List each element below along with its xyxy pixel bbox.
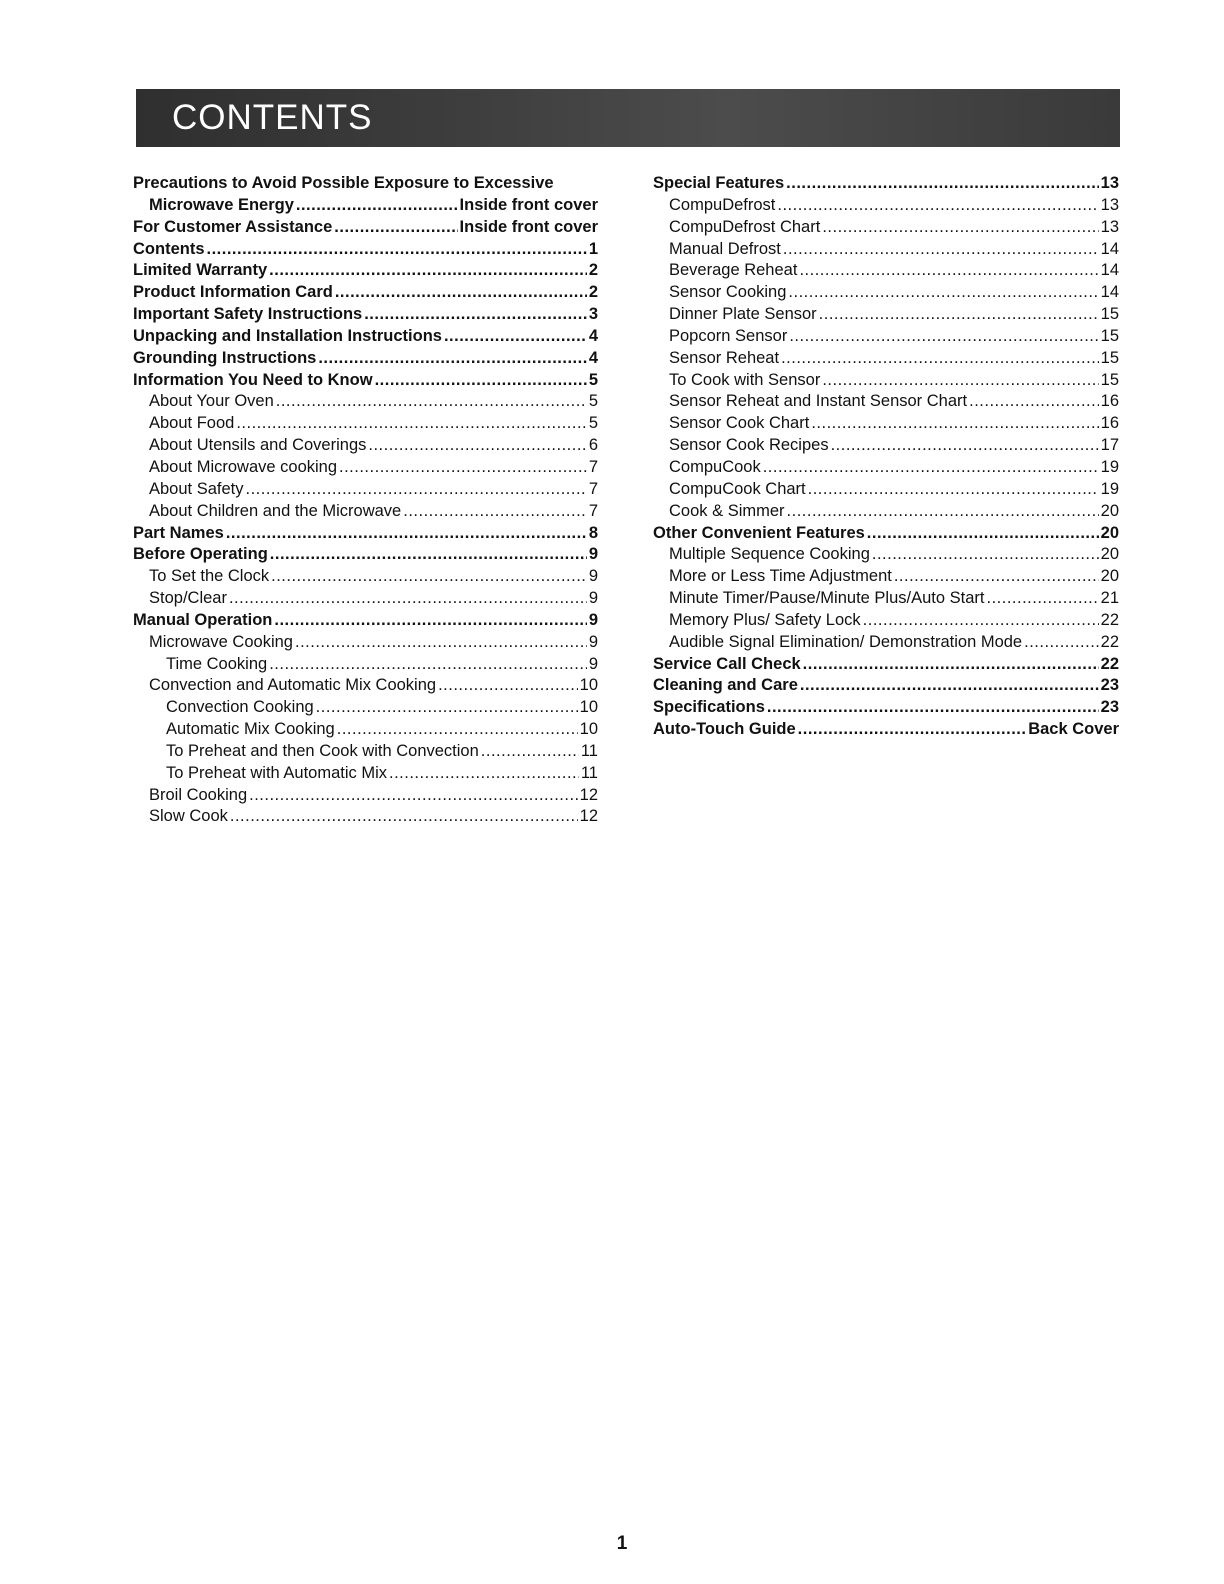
page-title: CONTENTS <box>172 98 373 137</box>
toc-entry-title: Sensor Reheat <box>669 348 780 367</box>
toc-entry <box>133 785 598 807</box>
dot-leader <box>236 413 587 435</box>
toc-entry-page: 15 <box>1100 305 1119 324</box>
dot-leader <box>249 785 578 807</box>
toc-entry <box>133 370 598 392</box>
toc-entry-page: 16 <box>1100 392 1119 411</box>
dot-leader <box>986 588 1098 610</box>
toc-entry-page: 22 <box>1100 654 1119 673</box>
dot-leader <box>777 195 1098 217</box>
toc-entry <box>133 217 598 239</box>
dot-leader <box>318 348 586 370</box>
toc-entry-page: 12 <box>579 807 598 826</box>
toc-entry-page: 5 <box>588 414 598 433</box>
toc-entry <box>133 479 598 501</box>
toc-entry-title: Sensor Reheat and Instant Sensor Chart <box>669 392 968 411</box>
toc-entry <box>133 391 598 413</box>
toc-entry-title: Memory Plus/ Safety Lock <box>669 610 861 629</box>
toc-entry-title: About Microwave cooking <box>149 457 338 476</box>
toc-entry-page: 9 <box>588 589 598 608</box>
toc-entry <box>653 479 1119 501</box>
dot-leader <box>894 566 1099 588</box>
toc-entry-page: 6 <box>588 436 598 455</box>
toc-entry-title: Part Names <box>133 523 224 542</box>
toc-entry-title: Limited Warranty <box>133 261 268 280</box>
toc-entry-page: 9 <box>588 567 598 586</box>
toc-entry <box>653 282 1119 304</box>
toc-entry-page: 14 <box>1100 261 1119 280</box>
toc-entry-page: 4 <box>588 326 598 345</box>
dot-leader <box>375 370 587 392</box>
dot-leader <box>271 566 587 588</box>
toc-entry <box>653 370 1119 392</box>
dot-leader <box>296 195 458 217</box>
toc-entry-title: About Your Oven <box>149 392 274 411</box>
dot-leader <box>808 479 1099 501</box>
dot-leader <box>295 632 587 654</box>
toc-entry <box>133 697 598 719</box>
toc-entry <box>133 195 598 217</box>
toc-entry <box>133 588 598 610</box>
toc-entry-title: Important Safety Instructions <box>133 305 363 324</box>
dot-leader <box>230 806 578 828</box>
toc-entry-page: 20 <box>1100 523 1119 542</box>
toc-entry-page: 20 <box>1100 545 1119 564</box>
toc-entry-page: 2 <box>588 283 598 302</box>
toc-entry-title: Cleaning and Care <box>653 676 798 695</box>
toc-entry-title: Special Features <box>653 174 785 192</box>
dot-leader <box>270 544 587 566</box>
toc-right-column <box>653 173 1119 741</box>
dot-leader <box>335 282 587 304</box>
toc-entry-title: Cook & Simmer <box>669 501 785 520</box>
toc-entry <box>133 501 598 523</box>
toc-entry-page: 5 <box>588 392 598 411</box>
toc-entry-page: 15 <box>1100 370 1119 389</box>
toc-entry <box>653 501 1119 523</box>
toc-entry-title: Time Cooking <box>166 654 268 673</box>
toc-entry-page: 19 <box>1100 479 1119 498</box>
toc-entry-title: CompuDefrost Chart <box>669 217 821 236</box>
dot-leader <box>831 435 1099 457</box>
toc-entry <box>653 304 1119 326</box>
dot-leader <box>276 391 587 413</box>
toc-entry-title: Microwave Cooking <box>149 632 293 651</box>
dot-leader <box>783 239 1099 261</box>
toc-entry-title: CompuCook <box>669 457 761 476</box>
toc-entry-title: To Cook with Sensor <box>669 370 821 389</box>
toc-entry-page: 19 <box>1100 457 1119 476</box>
toc-entry-page: 23 <box>1100 676 1119 695</box>
dot-leader <box>229 588 587 610</box>
dot-leader <box>811 413 1098 435</box>
dot-leader <box>786 173 1098 195</box>
toc-entry <box>133 566 598 588</box>
dot-leader <box>269 654 587 676</box>
toc-entry-page: 7 <box>588 457 598 476</box>
toc-entry-title: Unpacking and Installation Instructions <box>133 326 442 345</box>
toc-entry-page: 1 <box>588 239 598 258</box>
toc-entry-title: About Utensils and Coverings <box>149 436 367 455</box>
toc-entry-title: Slow Cook <box>149 807 228 826</box>
toc-entry <box>653 348 1119 370</box>
toc-entry-page: 3 <box>588 305 598 324</box>
toc-entry-page: 2 <box>588 261 598 280</box>
toc-entry <box>653 719 1119 741</box>
toc-entry-page: 12 <box>579 785 598 804</box>
page-number: 1 <box>616 1533 628 1554</box>
toc-entry-title: Product Information Card <box>133 283 333 302</box>
dot-leader <box>444 326 587 348</box>
toc-entry-title: To Set the Clock <box>149 567 270 586</box>
toc-entry-title: Sensor Cook Chart <box>669 414 810 433</box>
dot-leader <box>389 763 579 785</box>
toc-entry <box>653 195 1119 217</box>
dot-leader <box>969 391 1099 413</box>
toc-entry <box>653 217 1119 239</box>
dot-leader <box>403 501 587 523</box>
dot-leader <box>803 654 1099 676</box>
dot-leader <box>822 370 1098 392</box>
toc-entry-title: Audible Signal Elimination/ Demonstration Mode <box>669 632 1023 651</box>
toc-entry-page: 20 <box>1100 501 1119 520</box>
toc-entry-title: Contents <box>133 239 205 258</box>
toc-entry-title: Dinner Plate Sensor <box>669 305 817 324</box>
dot-leader <box>274 610 586 632</box>
toc-entry <box>133 806 598 828</box>
toc-entry-title: CompuCook Chart <box>669 479 806 498</box>
dot-leader <box>787 501 1099 523</box>
toc-entry <box>653 566 1119 588</box>
toc-entry <box>653 632 1119 654</box>
toc-entry <box>653 239 1119 261</box>
toc-entry-title: Information You Need to Know <box>133 370 373 389</box>
toc-entry-title: Specifications <box>653 698 765 717</box>
toc-entry <box>133 610 598 632</box>
toc-entry-page: 9 <box>588 610 598 629</box>
toc-entry-page: 10 <box>579 698 598 717</box>
dot-leader <box>822 217 1098 239</box>
toc-entry-title: Sensor Cooking <box>669 283 787 302</box>
toc-entry <box>133 413 598 435</box>
dot-leader <box>334 217 457 239</box>
toc-entry <box>133 675 598 697</box>
toc-entry-title: Manual Defrost <box>669 239 781 258</box>
toc-entry-title: Auto-Touch Guide <box>653 720 796 739</box>
toc-entry <box>133 741 598 763</box>
dot-leader <box>339 457 587 479</box>
toc-entry-title: To Preheat and then Cook with Convection <box>166 741 479 760</box>
toc-entry-title: Stop/Clear <box>149 589 227 608</box>
toc-entry <box>653 697 1119 719</box>
toc-entry-title: About Children and the Microwave <box>149 501 402 520</box>
toc-entry-page: 7 <box>588 479 598 498</box>
toc-entry-page: 21 <box>1100 589 1119 608</box>
dot-leader <box>798 719 1027 741</box>
toc-entry-title: Grounding Instructions <box>133 348 317 367</box>
dot-leader <box>207 239 587 261</box>
toc-entry <box>653 413 1119 435</box>
toc-entry-page: 9 <box>588 545 598 564</box>
toc-entry-title: Popcorn Sensor <box>669 326 788 345</box>
toc-entry <box>653 654 1119 676</box>
toc-entry-title: About Safety <box>149 479 244 498</box>
dot-leader <box>364 304 587 326</box>
toc-entry-page: 22 <box>1100 632 1119 651</box>
toc-entry <box>133 348 598 370</box>
toc-entry <box>133 260 598 282</box>
dot-leader <box>316 697 578 719</box>
toc-entry-page: Back Cover <box>1028 720 1119 739</box>
toc-entry-title: Manual Operation <box>133 610 273 629</box>
dot-leader <box>226 523 587 545</box>
toc-entry <box>653 173 1119 195</box>
dot-leader <box>269 260 587 282</box>
toc-entry <box>133 239 598 261</box>
toc-entry <box>653 326 1119 348</box>
dot-leader <box>872 544 1099 566</box>
toc-entry-page: 5 <box>588 370 598 389</box>
dot-leader <box>781 348 1099 370</box>
toc-entry-title: To Preheat with Automatic Mix <box>166 763 388 782</box>
toc-entry-page: 13 <box>1100 174 1119 192</box>
toc-entry-title: Microwave Energy <box>149 195 294 214</box>
toc-entry-page: 15 <box>1100 326 1119 345</box>
toc-entry <box>653 523 1119 545</box>
dot-leader <box>337 719 578 741</box>
toc-entry-page: Inside front cover <box>459 195 598 214</box>
dot-leader <box>863 610 1099 632</box>
toc-entry-page: 14 <box>1100 283 1119 302</box>
toc-entry-title: CompuDefrost <box>669 195 776 214</box>
toc-entry <box>653 610 1119 632</box>
toc-entry <box>653 675 1119 697</box>
toc-entry-page: 17 <box>1100 436 1119 455</box>
dot-leader <box>245 479 586 501</box>
toc-entry <box>133 763 598 785</box>
toc-entry <box>133 654 598 676</box>
toc-entry-page: 13 <box>1100 217 1119 236</box>
dot-leader <box>1024 632 1099 654</box>
toc-entry-page: 8 <box>588 523 598 542</box>
toc-entry-page: 22 <box>1100 610 1119 629</box>
toc-entry-title: Broil Cooking <box>149 785 248 804</box>
toc-entry-title: Before Operating <box>133 545 268 564</box>
toc-entry <box>653 588 1119 610</box>
toc-entry <box>653 457 1119 479</box>
toc-entry-page: 14 <box>1100 239 1119 258</box>
toc-entry <box>133 326 598 348</box>
toc-entry <box>653 544 1119 566</box>
toc-entry-page: 9 <box>588 654 598 673</box>
toc-entry <box>653 260 1119 282</box>
dot-leader <box>368 435 586 457</box>
toc-entry-page: 13 <box>1100 195 1119 214</box>
toc-entry-page: 11 <box>580 763 598 782</box>
toc-entry <box>133 435 598 457</box>
toc-entry-title: Minute Timer/Pause/Minute Plus/Auto Start <box>669 589 985 608</box>
toc-entry-page: 15 <box>1100 348 1119 367</box>
dot-leader <box>789 326 1098 348</box>
toc-entry <box>133 544 598 566</box>
dot-leader <box>819 304 1099 326</box>
toc-entry-title: Beverage Reheat <box>669 261 798 280</box>
toc-entry-title: Convection Cooking <box>166 698 314 717</box>
dot-leader <box>867 523 1099 545</box>
toc-entry-page: 23 <box>1100 698 1119 717</box>
toc-entry-page: 7 <box>588 501 598 520</box>
dot-leader <box>799 260 1098 282</box>
toc-entry-title: For Customer Assistance <box>133 217 333 236</box>
toc-entry <box>133 632 598 654</box>
dot-leader <box>763 457 1099 479</box>
dot-leader <box>788 282 1098 304</box>
toc-entry <box>133 304 598 326</box>
toc-entry-title: Convection and Automatic Mix Cooking <box>149 676 437 695</box>
toc-entry-page: 10 <box>579 720 598 739</box>
toc-entry <box>133 282 598 304</box>
toc-entry <box>653 391 1119 413</box>
dot-leader <box>800 675 1099 697</box>
toc-entry <box>653 435 1119 457</box>
toc-entry-page: 16 <box>1100 414 1119 433</box>
dot-leader <box>438 675 578 697</box>
toc-entry-page: 9 <box>588 632 598 651</box>
toc-entry-page: 11 <box>580 741 598 760</box>
toc-entry-page: 4 <box>588 348 598 367</box>
toc-entry-title: More or Less Time Adjustment <box>669 567 892 586</box>
toc-entry <box>133 719 598 741</box>
toc-entry-title: About Food <box>149 414 235 433</box>
contents-banner <box>136 89 1120 147</box>
toc-left-column <box>133 173 598 828</box>
toc-entry-title: Automatic Mix Cooking <box>166 720 335 739</box>
dot-leader <box>481 741 579 763</box>
toc-entry <box>133 523 598 545</box>
toc-entry <box>133 457 598 479</box>
toc-entry-page: 10 <box>579 676 598 695</box>
toc-entry-title: Multiple Sequence Cooking <box>669 545 870 564</box>
toc-entry <box>133 173 598 195</box>
toc-entry-page: Inside front cover <box>459 217 598 236</box>
toc-entry-title: Other Convenient Features <box>653 523 865 542</box>
toc-entry-title: Precautions to Avoid Possible Exposure to Excessive <box>133 174 554 192</box>
dot-leader <box>767 697 1099 719</box>
toc-entry-title: Service Call Check <box>653 654 801 673</box>
toc-entry-title: Sensor Cook Recipes <box>669 436 829 455</box>
toc-entry-page: 20 <box>1100 567 1119 586</box>
